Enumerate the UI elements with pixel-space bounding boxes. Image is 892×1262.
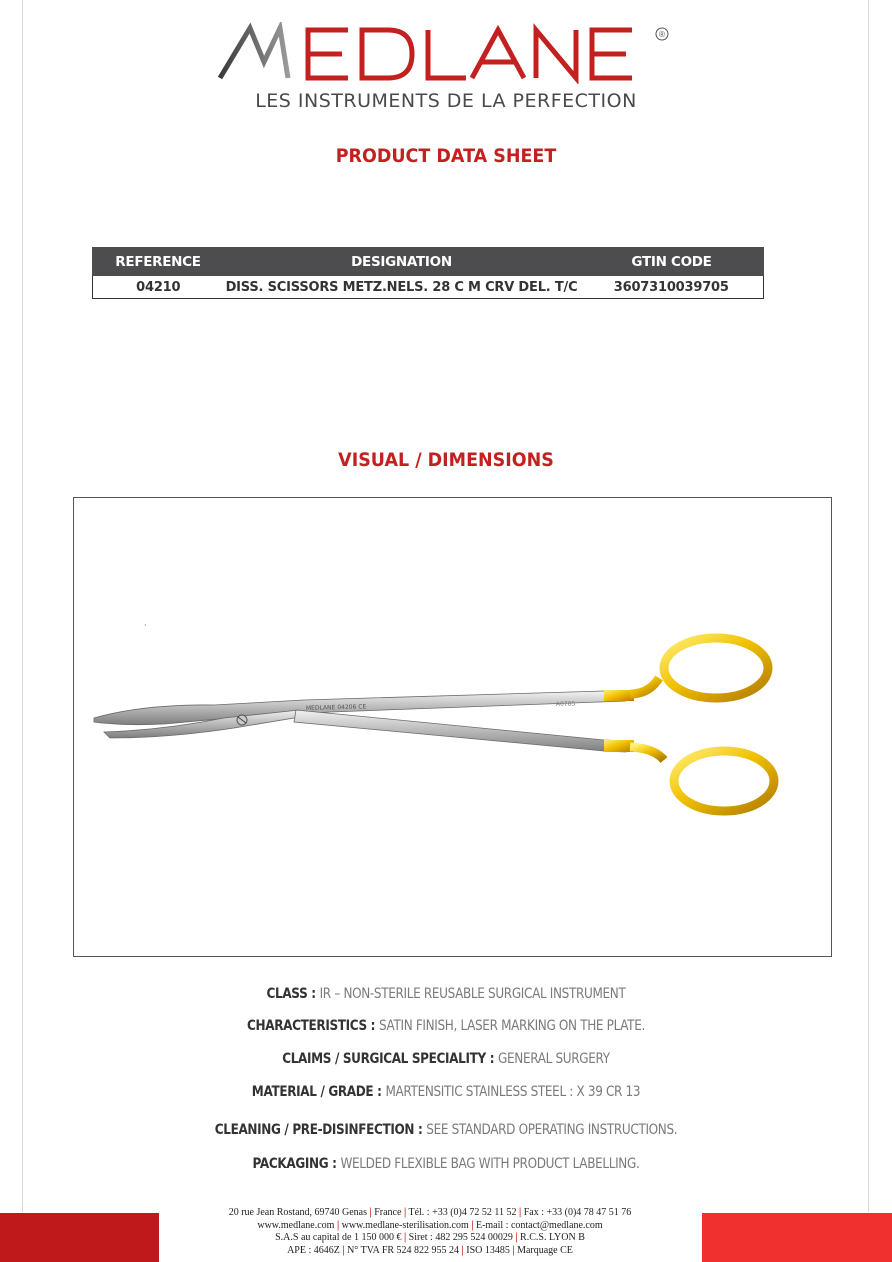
footer-line-web: www.medlane.com | www.medlane-sterilisation.com | E-mail : contact@medlane.com [257,1219,603,1231]
spec-value: IR – NON-STERILE REUSABLE SURGICAL INSTRUMENT [319,986,626,1002]
page-border-left [22,0,23,1212]
footer-iso: ISO 13485 [466,1244,510,1256]
col-header-gtin: GTIN CODE [580,248,764,276]
cell-designation: DISS. SCISSORS METZ.NELS. 28 C M CRV DEL. T/C [224,276,580,299]
footer-website-link[interactable]: www.medlane.com [257,1219,335,1231]
spec-class [62,986,829,1002]
footer-line-address: 20 rue Jean Rostand, 69740 Genas | France | Tél. : +33 (0)4 72 52 11 52 | Fax : +33 (0)4 78 47 51 76 [228,1207,632,1218]
spec-label: CLAIMS / SURGICAL SPECIALITY : [282,1051,499,1067]
footer-fax: Fax : +33 (0)4 78 47 51 76 [523,1207,632,1218]
section-title-product-data-sheet: PRODUCT DATA SHEET [335,145,557,167]
footer-siret: Siret : 482 295 524 00029 [408,1232,513,1243]
spec-value: WELDED FLEXIBLE BAG WITH PRODUCT LABELLING. [340,1156,640,1172]
section-title-visual-dimensions: VISUAL / DIMENSIONS [338,449,554,471]
spec-value: MARTENSITIC STAINLESS STEEL : X 39 CR 13 [385,1084,641,1100]
footer-sterilisation-link[interactable]: www.medlane-sterilisation.com [341,1219,469,1231]
footer-phone: Tél. : +33 (0)4 72 52 11 52 [408,1207,517,1218]
spec-cleaning [62,1122,829,1138]
footer-email-link[interactable]: E-mail : contact@medlane.com [475,1219,603,1231]
registered-mark: ® [659,30,665,39]
cell-reference: 04210 [93,276,224,299]
spec-label: MATERIAL / GRADE : [251,1084,386,1100]
footer-ape: APE : 4646Z [287,1244,340,1256]
footer-line-legal: APE : 4646Z | N° TVA FR 524 822 955 24 | ISO 13485 | Marquage CE [287,1244,573,1256]
footer-contact [160,1207,700,1257]
footer-address: 20 rue Jean Rostand, 69740 Genas [228,1207,368,1218]
scissors-image [74,498,831,956]
brand-tagline: LES INSTRUMENTS DE LA PERFECTION [255,90,637,112]
spec-value: GENERAL SURGERY [498,1051,610,1067]
footer-country: France [374,1207,402,1218]
footer-vat: N° TVA FR 524 822 955 24 [347,1244,460,1256]
spec-value: SEE STANDARD OPERATING INSTRUCTIONS. [426,1122,678,1138]
spec-packaging [62,1156,829,1172]
spec-label: CLEANING / PRE-DISINFECTION : [214,1122,427,1138]
engraving-text: MEDLANE 04206 CE [305,703,367,712]
spec-characteristics [62,1018,829,1034]
footer-bar-left [0,1213,159,1262]
spec-claims [62,1051,829,1067]
reference-table-header [93,248,764,276]
medlane-wordmark [216,22,676,84]
spec-value: SATIN FINISH, LASER MARKING ON THE PLATE. [379,1018,645,1034]
spec-label: CHARACTERISTICS : [247,1018,380,1034]
spec-label: CLASS : [266,986,320,1002]
cell-gtin: 3607310039705 [580,276,764,299]
image-speck: · [144,621,147,630]
reference-table [92,247,764,299]
col-header-reference: REFERENCE [93,248,224,276]
medlane-logo [0,22,892,84]
col-header-designation: DESIGNATION [224,248,580,276]
footer-ce-mark: Marquage CE [517,1244,573,1256]
footer-bar-right [702,1213,892,1262]
product-image-frame [73,497,832,957]
footer-line-company: S.A.S au capital de 1 150 000 € | Siret : 482 295 524 00029 | R.C.S. LYON B [275,1232,585,1243]
spec-material [62,1084,829,1100]
footer-capital: S.A.S au capital de 1 150 000 € [275,1232,402,1243]
page-border-right [868,0,869,1212]
footer-rcs: R.C.S. LYON B [520,1232,585,1243]
spec-label: PACKAGING : [252,1156,341,1172]
engraving-secondary-text: A0785 [555,700,576,708]
table-row [93,276,764,299]
